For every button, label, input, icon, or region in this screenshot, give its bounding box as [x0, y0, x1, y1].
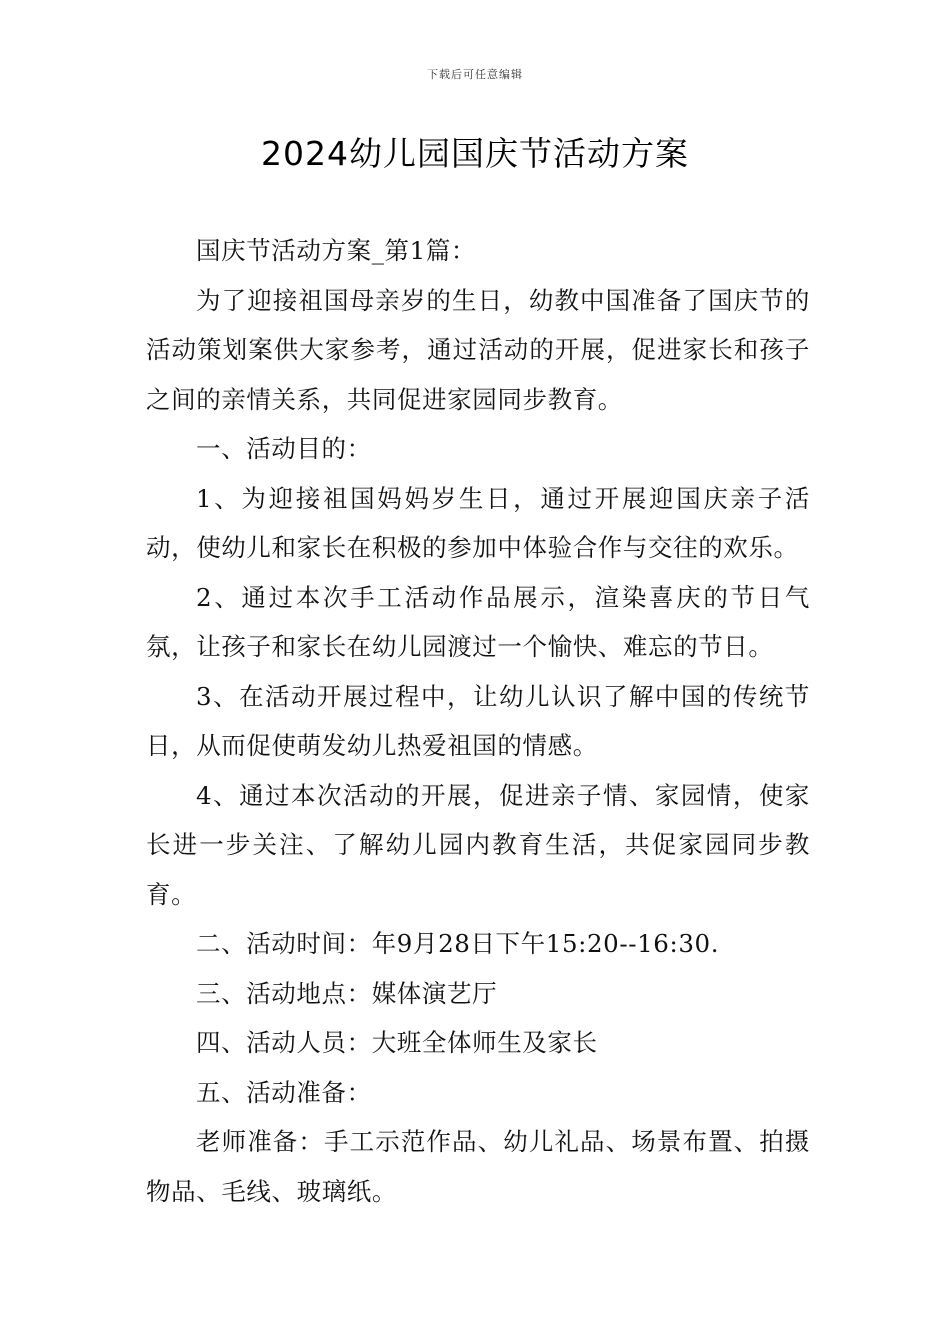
activity-time: 二、活动时间：年9月28日下午15:20--16:30. [196, 929, 720, 958]
intro-paragraph: 为了迎接祖国母亲岁的生日，幼教中国准备了国庆节的活动策划案供大家参考，通过活动的开展，促进家长和孩子之间的亲情关系，共同促进家园同步教育。 [146, 285, 810, 414]
objective-item-4: 4、通过本次活动的开展，促进亲子情、家园情，使家长进一步关注、了解幼儿园内教育生活，共促家园同步教育。 [146, 780, 810, 909]
objective-item-3: 3、在活动开展过程中，让幼儿认识了解中国的传统节日，从而促使萌发幼儿热爱祖国的情感。 [146, 681, 810, 760]
teacher-preparation: 老师准备：手工示范作品、幼儿礼品、场景布置、拍摄物品、毛线、玻璃纸。 [146, 1127, 810, 1206]
section-heading-preparation: 五、活动准备： [196, 1077, 372, 1107]
document-body [146, 226, 810, 1216]
objective-item-1: 1、为迎接祖国妈妈岁生日，通过开展迎国庆亲子活动，使幼儿和家长在积极的参加中体验合作与交往的欢乐。 [146, 483, 810, 562]
section-heading-part1: 国庆节活动方案_第1篇： [196, 236, 477, 265]
header-note: 下载后可任意编辑 [427, 68, 523, 81]
section-heading-objectives: 一、活动目的： [196, 434, 372, 463]
objective-item-2: 2、通过本次手工活动作品展示，渲染喜庆的节日气氛，让孩子和家长在幼儿园渡过一个愉快、难忘的节日。 [146, 582, 810, 661]
activity-location: 三、活动地点：媒体演艺厅 [196, 978, 498, 1008]
activity-participants: 四、活动人员：大班全体师生及家长 [196, 1028, 598, 1057]
document-title: 2024幼儿园国庆节活动方案 [261, 134, 689, 173]
